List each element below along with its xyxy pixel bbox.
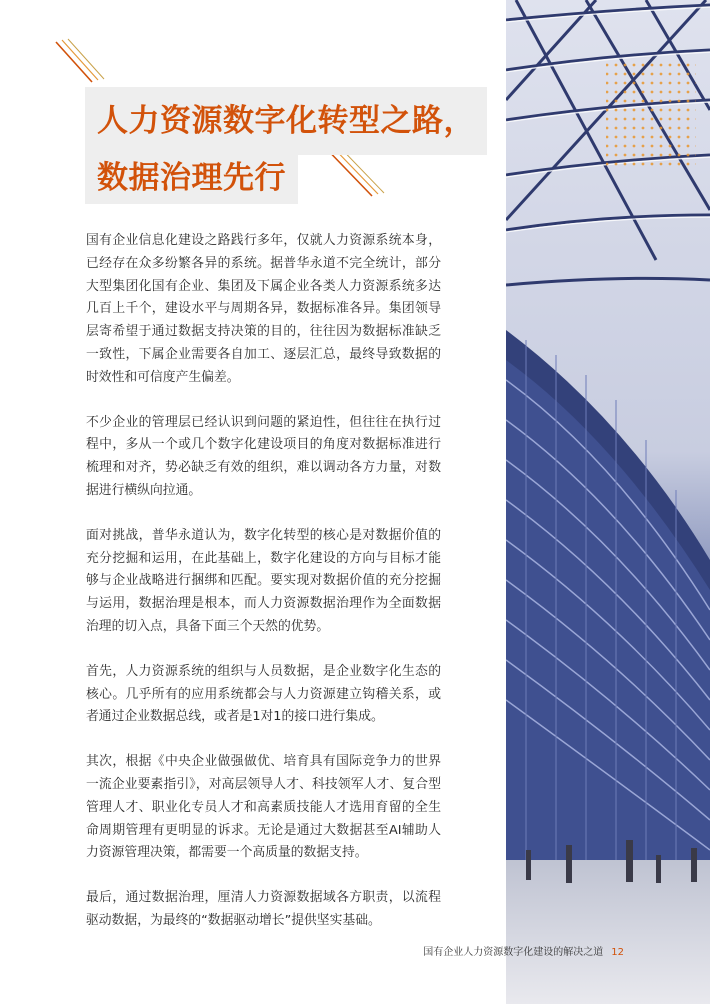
paragraph-1: 国有企业信息化建设之路践行多年，仅就人力资源系统本身，已经存在众多纷繁各异的系统。据普华永道不完全统计，部分大型集团化国有企业、集团及下属企业各类人力资源系统多达几百上千个，建设水平与周期各异，数据标准各异。集团领导层寄希望于通过数据支持决策的目的，往往因为数据标准缺乏一致性，下属企业需要各自加工、逐层汇总，最终导致数据的时效性和可信度产生偏差。 (86, 233, 441, 385)
paragraph-3: 面对挑战，普华永道认为，数字化转型的核心是对数据价值的充分挖掘和运用，在此基础上，数字化建设的方向与目标才能够与企业战略进行捆绑和匹配。要实现对数据价值的充分挖掘与运用，数据治理是根本，而人力资源数据治理作为全面数据治理的切入点，具备下面三个天然的优势。 (86, 527, 441, 634)
footer-title: 国有企业人力资源数字化建设的解决之道 (423, 947, 604, 958)
paragraph-2: 不少企业的管理层已经认识到问题的紧迫性，但往往在执行过程中，多从一个或几个数字化建设项目的角度对数据标准进行梳理和对齐，势必缺乏有效的组织，难以调动各方力量，对数据进行横纵向拉通。 (86, 414, 441, 498)
title-line-1: 人力资源数字化转型之路， (85, 87, 487, 155)
page-number: 12 (611, 947, 624, 958)
paragraph-4: 首先，人力资源系统的组织与人员数据，是企业数字化生态的核心。几乎所有的应用系统都会与人力资源建立钩稽关系，或者通过企业数据总线，或者是1对1的接口进行集成。 (86, 663, 441, 725)
footer (423, 943, 624, 958)
glass-roof-building-photo (506, 0, 710, 1004)
body-text (86, 230, 441, 955)
paragraph-6: 最后，通过数据治理，厘清人力资源数据域各方职责，以流程驱动数据，为最终的“数据驱动增长”提供坚实基础。 (86, 890, 441, 928)
paragraph-5: 其次，根据《中央企业做强做优、培育具有国际竞争力的世界一流企业要素指引》，对高层领导人才、科技领军人才、复合型管理人才、职业化专员人才和高素质技能人才选用育留的全生命周期管理有更明显的诉求。无论是通过大数据甚至AI辅助人力资源管理决策，都需要一个高质量的数据支持。 (86, 754, 441, 861)
title-line-2: 数据治理先行 (85, 152, 298, 204)
